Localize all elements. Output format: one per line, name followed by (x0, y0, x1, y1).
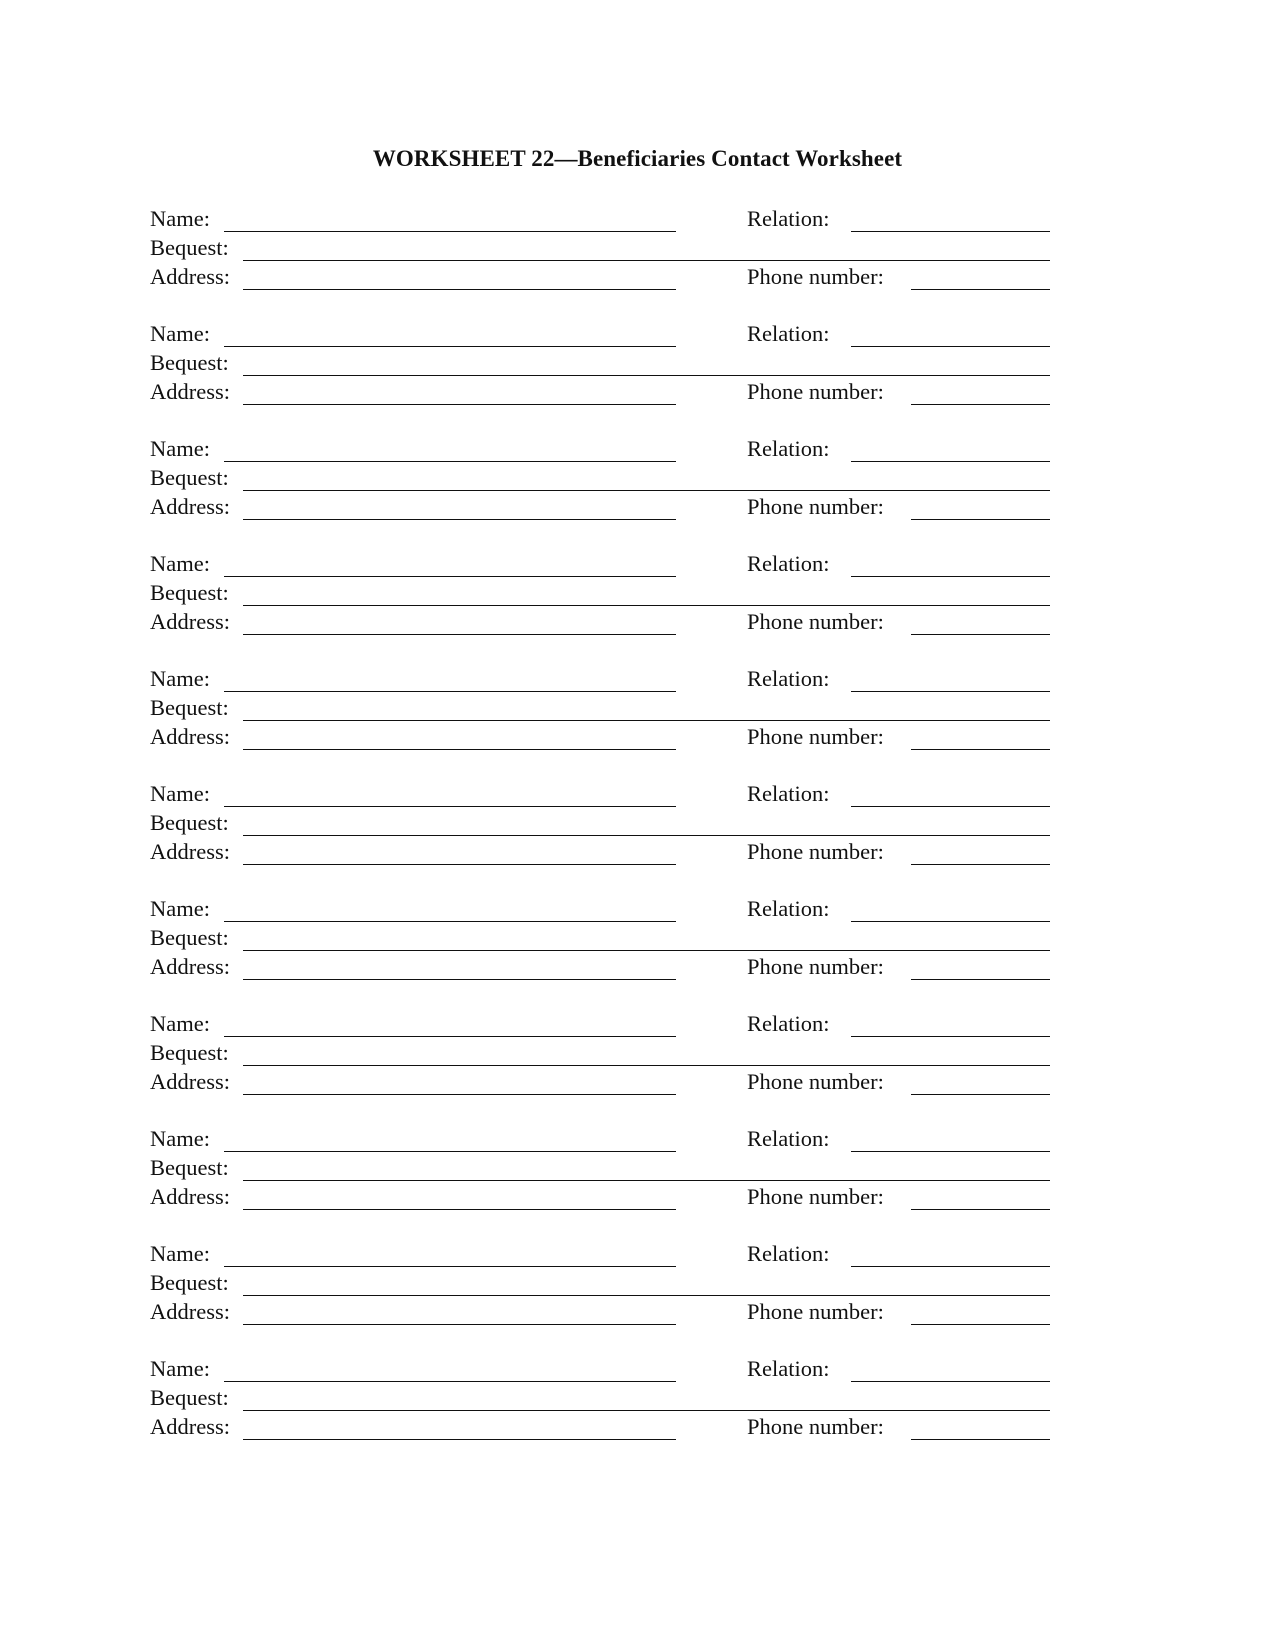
bequest-blank-line[interactable] (243, 950, 1050, 951)
page-title: WORKSHEET 22—Beneficiaries Contact Worksheet (372, 146, 903, 171)
name-blank-line[interactable] (224, 1266, 676, 1267)
phone-blank-line[interactable] (911, 289, 1050, 290)
form-row (150, 1414, 1050, 1443)
form-row (150, 1184, 1050, 1213)
bequest-blank-line[interactable] (243, 1410, 1050, 1411)
form-row (150, 551, 1050, 580)
name-blank-line[interactable] (224, 461, 676, 462)
relation-blank-line[interactable] (851, 1381, 1050, 1382)
form-row (150, 1385, 1050, 1414)
beneficiary-entry (150, 321, 1050, 436)
relation-blank-line[interactable] (851, 1266, 1050, 1267)
phone-blank-line[interactable] (911, 749, 1050, 750)
phone-blank-line[interactable] (911, 1209, 1050, 1210)
address-label: Address: (150, 494, 230, 519)
form-row (150, 1356, 1050, 1385)
form-row (150, 206, 1050, 235)
bequest-label: Bequest: (150, 810, 229, 835)
relation-blank-line[interactable] (851, 806, 1050, 807)
beneficiary-entry (150, 551, 1050, 666)
address-label: Address: (150, 264, 230, 289)
name-label: Name: (150, 1011, 210, 1036)
name-label: Name: (150, 896, 210, 921)
relation-blank-line[interactable] (851, 346, 1050, 347)
beneficiary-entry (150, 781, 1050, 896)
form-row (150, 494, 1050, 523)
phone-label: Phone number: (747, 1069, 884, 1094)
form-row (150, 666, 1050, 695)
address-label: Address: (150, 379, 230, 404)
relation-label: Relation: (747, 436, 830, 461)
relation-blank-line[interactable] (851, 1151, 1050, 1152)
name-blank-line[interactable] (224, 921, 676, 922)
beneficiary-entry (150, 1126, 1050, 1241)
form-row (150, 724, 1050, 753)
phone-label: Phone number: (747, 724, 884, 749)
address-blank-line[interactable] (243, 519, 676, 520)
relation-blank-line[interactable] (851, 231, 1050, 232)
address-blank-line[interactable] (243, 979, 676, 980)
name-label: Name: (150, 436, 210, 461)
bequest-blank-line[interactable] (243, 260, 1050, 261)
address-label: Address: (150, 954, 230, 979)
name-label: Name: (150, 551, 210, 576)
form-row (150, 954, 1050, 983)
name-label: Name: (150, 666, 210, 691)
relation-label: Relation: (747, 896, 830, 921)
form-row (150, 350, 1050, 379)
name-blank-line[interactable] (224, 576, 676, 577)
bequest-label: Bequest: (150, 1155, 229, 1180)
relation-label: Relation: (747, 1356, 830, 1381)
name-blank-line[interactable] (224, 1381, 676, 1382)
beneficiary-entries (150, 206, 1050, 1471)
phone-label: Phone number: (747, 379, 884, 404)
beneficiary-entry (150, 1241, 1050, 1356)
phone-label: Phone number: (747, 1184, 884, 1209)
relation-blank-line[interactable] (851, 461, 1050, 462)
name-blank-line[interactable] (224, 806, 676, 807)
name-label: Name: (150, 321, 210, 346)
beneficiary-entry (150, 896, 1050, 1011)
bequest-label: Bequest: (150, 1270, 229, 1295)
name-label: Name: (150, 781, 210, 806)
form-row (150, 695, 1050, 724)
address-blank-line[interactable] (243, 289, 676, 290)
form-row (150, 1040, 1050, 1069)
phone-label: Phone number: (747, 1299, 884, 1324)
name-blank-line[interactable] (224, 691, 676, 692)
form-row (150, 465, 1050, 494)
name-blank-line[interactable] (224, 1151, 676, 1152)
bequest-label: Bequest: (150, 695, 229, 720)
form-row (150, 1011, 1050, 1040)
form-row (150, 379, 1050, 408)
bequest-blank-line[interactable] (243, 1065, 1050, 1066)
bequest-blank-line[interactable] (243, 490, 1050, 491)
form-row (150, 1299, 1050, 1328)
address-label: Address: (150, 1069, 230, 1094)
beneficiary-entry (150, 206, 1050, 321)
address-blank-line[interactable] (243, 1324, 676, 1325)
address-blank-line[interactable] (243, 1439, 676, 1440)
form-row (150, 1126, 1050, 1155)
beneficiary-entry (150, 666, 1050, 781)
form-row (150, 1069, 1050, 1098)
beneficiary-entry (150, 436, 1050, 551)
bequest-blank-line[interactable] (243, 720, 1050, 721)
bequest-blank-line[interactable] (243, 835, 1050, 836)
form-row (150, 839, 1050, 868)
bequest-label: Bequest: (150, 580, 229, 605)
address-label: Address: (150, 1414, 230, 1439)
bequest-label: Bequest: (150, 1040, 229, 1065)
form-row (150, 235, 1050, 264)
phone-blank-line[interactable] (911, 404, 1050, 405)
phone-label: Phone number: (747, 954, 884, 979)
name-label: Name: (150, 206, 210, 231)
phone-blank-line[interactable] (911, 1439, 1050, 1440)
relation-blank-line[interactable] (851, 1036, 1050, 1037)
relation-label: Relation: (747, 1126, 830, 1151)
form-row (150, 321, 1050, 350)
phone-blank-line[interactable] (911, 519, 1050, 520)
beneficiary-entry (150, 1356, 1050, 1471)
phone-blank-line[interactable] (911, 979, 1050, 980)
address-blank-line[interactable] (243, 864, 676, 865)
bequest-label: Bequest: (150, 925, 229, 950)
bequest-blank-line[interactable] (243, 1295, 1050, 1296)
address-blank-line[interactable] (243, 634, 676, 635)
relation-label: Relation: (747, 1241, 830, 1266)
address-blank-line[interactable] (243, 749, 676, 750)
bequest-blank-line[interactable] (243, 1180, 1050, 1181)
form-row (150, 609, 1050, 638)
form-row (150, 896, 1050, 925)
name-blank-line[interactable] (224, 346, 676, 347)
address-label: Address: (150, 609, 230, 634)
form-row (150, 1241, 1050, 1270)
phone-label: Phone number: (747, 264, 884, 289)
relation-label: Relation: (747, 781, 830, 806)
address-label: Address: (150, 1299, 230, 1324)
phone-blank-line[interactable] (911, 1324, 1050, 1325)
phone-label: Phone number: (747, 839, 884, 864)
form-row (150, 580, 1050, 609)
beneficiary-entry (150, 1011, 1050, 1126)
relation-label: Relation: (747, 666, 830, 691)
address-blank-line[interactable] (243, 404, 676, 405)
form-row (150, 264, 1050, 293)
bequest-blank-line[interactable] (243, 375, 1050, 376)
phone-blank-line[interactable] (911, 864, 1050, 865)
form-row (150, 810, 1050, 839)
bequest-blank-line[interactable] (243, 605, 1050, 606)
name-label: Name: (150, 1126, 210, 1151)
relation-blank-line[interactable] (851, 691, 1050, 692)
phone-label: Phone number: (747, 494, 884, 519)
form-row (150, 781, 1050, 810)
phone-blank-line[interactable] (911, 1094, 1050, 1095)
address-label: Address: (150, 839, 230, 864)
form-row (150, 1270, 1050, 1299)
address-label: Address: (150, 1184, 230, 1209)
address-label: Address: (150, 724, 230, 749)
relation-label: Relation: (747, 321, 830, 346)
name-label: Name: (150, 1356, 210, 1381)
relation-label: Relation: (747, 206, 830, 231)
name-blank-line[interactable] (224, 1036, 676, 1037)
relation-blank-line[interactable] (851, 921, 1050, 922)
form-row (150, 1155, 1050, 1184)
address-blank-line[interactable] (243, 1209, 676, 1210)
phone-label: Phone number: (747, 1414, 884, 1439)
name-blank-line[interactable] (224, 231, 676, 232)
address-blank-line[interactable] (243, 1094, 676, 1095)
phone-blank-line[interactable] (911, 634, 1050, 635)
form-row (150, 436, 1050, 465)
form-row (150, 925, 1050, 954)
relation-blank-line[interactable] (851, 576, 1050, 577)
relation-label: Relation: (747, 1011, 830, 1036)
bequest-label: Bequest: (150, 465, 229, 490)
phone-label: Phone number: (747, 609, 884, 634)
bequest-label: Bequest: (150, 350, 229, 375)
relation-label: Relation: (747, 551, 830, 576)
name-label: Name: (150, 1241, 210, 1266)
bequest-label: Bequest: (150, 235, 229, 260)
bequest-label: Bequest: (150, 1385, 229, 1410)
